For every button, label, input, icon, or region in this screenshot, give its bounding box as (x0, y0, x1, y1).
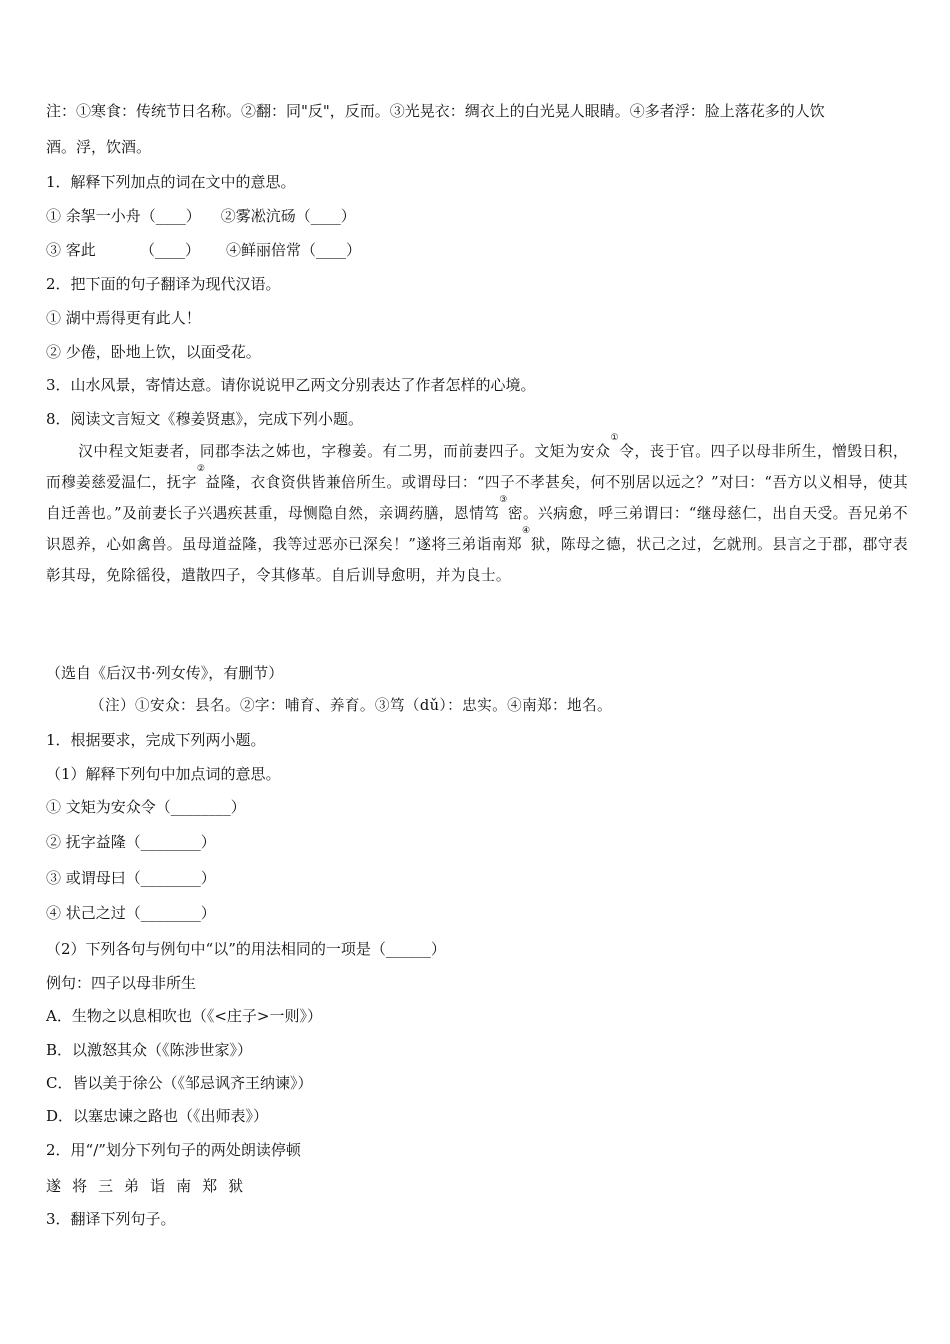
passage-source: （选自《后汉书·列女传》，有删节） (46, 664, 284, 682)
note-line-1: 注：①寒食：传统节日名称。②翻：同"反"，反而。③光晃衣：绸衣上的白光晃人眼睛。④多者浮：脸上落花多的人饮 (46, 102, 825, 120)
question-1-c: ③ 客此 (46, 241, 96, 259)
option-c: C．皆以美于徐公（《邹忌讽齐王纳谏》） (46, 1074, 313, 1092)
note-line-2: 酒。浮，饮酒。 (46, 138, 152, 156)
option-d: D．以塞忠谏之路也（《出师表》） (46, 1107, 269, 1125)
question-1-a: ① 余挐一小舟（____） (46, 207, 201, 225)
question-2: 2．把下面的句子翻译为现代汉语。 (46, 275, 281, 293)
question-2-b: ② 少倦，卧地上饮，以面受花。 (46, 343, 261, 361)
passage-annotation: （注）①安众：县名。②字：哺育、养育。③笃（dǔ）：忠实。④南郑：地名。 (90, 697, 613, 714)
sub-question-2: 2．用“/”划分下列句子的两处朗读停顿 (46, 1141, 301, 1159)
question-3: 3．山水风景，寄情达意。请你说说甲乙两文分别表达了作者怎样的心境。 (46, 376, 536, 394)
sub-question-1-1-c: ③ 或谓母曰（________） (46, 869, 216, 887)
question-1-ab (46, 206, 356, 226)
question-8: 8．阅读文言短文《穆姜贤惠》，完成下列小题。 (46, 410, 364, 428)
sub-question-1-1-b: ② 抚字益隆（________） (46, 833, 216, 851)
sub-question-1-1-a: ① 文矩为安众令（________） (46, 798, 246, 816)
question-1: 1．解释下列加点的词在文中的意思。 (46, 173, 296, 191)
question-1-b: ②雾凇沆砀（____） (220, 207, 356, 225)
sub-question-1-1: （1）解释下列句中加点词的意思。 (46, 765, 281, 783)
sub-question-1-2: （2）下列各句与例句中“以”的用法相同的一项是（______） (46, 940, 446, 958)
sub-question-3: 3．翻译下列句子。 (46, 1210, 176, 1228)
option-a: A．生物之以息相吹也（《<庄子>一则》） (46, 1007, 322, 1025)
option-b: B．以激怒其众（《陈涉世家》） (46, 1041, 253, 1059)
passage: 汉中程文矩妻者，同郡李法之姊也，字穆姜。有二男，而前妻四子。文矩为安众①令，丧于官。四子以母非所生，憎毁日积，而穆姜慈爱温仁，抚字②益隆，衣食资供皆兼倍所生。或谓母曰：“四子不孝甚矣，何不别居以远之？”对曰：“吾方以义相导，使其自迁善也。”及前妻长子兴遇疾甚重，母恻隐自然，亲调药膳，恩情笃③密。兴病愈，呼三弟谓曰：“继母慈仁，出自天受。吾兄弟不识恩养，心如禽兽。虽母道益隆，我等过恶亦已深矣！”遂将三弟诣南郑④狱，陈母之德，状己之过，乞就刑。县言之于郡，郡守表彰其母，免除徭役，遣散四子，令其修革。自后训导愈明，并为良士。 (46, 433, 908, 584)
question-1-cd (46, 240, 361, 260)
question-1-d: ④鲜丽倍常（____） (226, 241, 362, 259)
sub-question-1: 1．根据要求，完成下列两小题。 (46, 731, 266, 749)
question-2-a: ① 湖中焉得更有此人！ (46, 309, 201, 327)
pause-sentence: 遂 将 三 弟 诣 南 郑 狱 (46, 1177, 244, 1195)
example-sentence: 例句：四子以母非所生 (46, 974, 197, 992)
sub-question-1-1-d: ④ 状己之过（________） (46, 904, 216, 922)
question-1-c-blank: （____） (140, 241, 201, 259)
